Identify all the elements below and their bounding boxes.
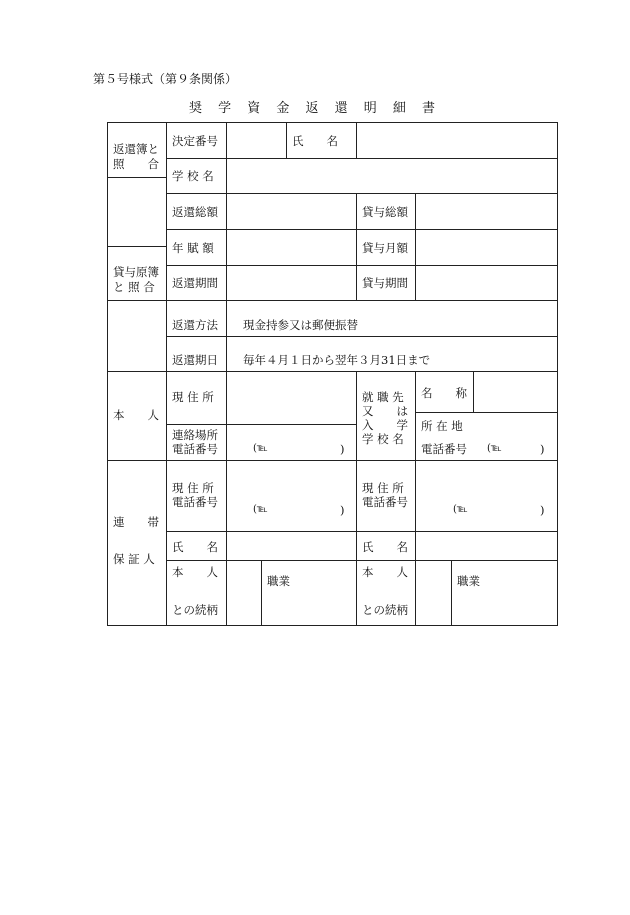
label-taiyo-genbo-2: と 照 合 <box>113 280 155 294</box>
label-kaeshi-shogo-1: 返還簿と <box>113 142 159 156</box>
form-number: 第５号様式（第９条関係） <box>93 72 238 86</box>
label-shushoku-4: 学 校 名 <box>362 432 404 446</box>
label-honnin-guarantor-1: 本 人 <box>172 565 218 579</box>
label-shimei-guarantor-2: 氏 名 <box>362 540 408 554</box>
label-genjusho: 現 住 所 <box>172 390 214 404</box>
label-honnin-guarantor-2: 本 人 <box>362 565 408 579</box>
taiyo-getsugaku-field[interactable] <box>416 230 557 265</box>
label-taiyo-genbo-1: 貸与原簿 <box>113 265 159 279</box>
label-shushoku-1: 就 職 先 <box>362 390 404 404</box>
label-gakko-mei: 学 校 名 <box>172 169 214 183</box>
label-taiyo-sogaku: 貸与総額 <box>362 205 408 219</box>
ketsutei-bango-field[interactable] <box>227 123 285 158</box>
label-zokugara-guarantor-1: との続柄 <box>172 603 218 617</box>
label-nen-fu-gaku: 年 賦 額 <box>172 241 214 255</box>
label-taiyo-getsugaku: 貸与月額 <box>362 241 408 255</box>
label-rentai-2: 保 証 人 <box>113 552 155 566</box>
gakko-mei-field[interactable] <box>227 159 557 193</box>
label-genjusho-guarantor-1: 現 住 所 <box>172 481 214 495</box>
tel-prefix-guarantor-1: (℡ <box>253 504 268 515</box>
document-title: 奨 学 資 金 返 還 明 細 書 <box>188 101 442 116</box>
label-honnin: 本 人 <box>113 408 159 422</box>
label-taiyo-kikan: 貸与期間 <box>362 276 408 290</box>
henkan-sogaku-field[interactable] <box>227 194 356 229</box>
tel-prefix-guarantor-2: (℡ <box>453 504 468 515</box>
henkan-kikan-field[interactable] <box>227 266 356 300</box>
label-zokugara-guarantor-2: との続柄 <box>362 603 408 617</box>
taiyo-kikan-field[interactable] <box>416 266 557 300</box>
shimei-guarantor-2-field[interactable] <box>416 532 557 560</box>
meisho-field[interactable] <box>474 372 557 412</box>
label-shokugyo-guarantor-1: 職業 <box>267 574 290 588</box>
tel-prefix-shushoku: (℡ <box>487 443 502 454</box>
label-meisho: 名 称 <box>421 386 467 400</box>
label-denwa-guarantor-2: 電話番号 <box>362 495 408 509</box>
label-shushoku-3: 入 学 <box>362 418 408 432</box>
shimei-guarantor-1-field[interactable] <box>227 532 356 560</box>
label-denwa-guarantor-1: 電話番号 <box>172 495 218 509</box>
label-shimei: 氏 名 <box>292 134 338 148</box>
label-genjusho-guarantor-2: 現 住 所 <box>362 481 404 495</box>
label-shushoku-2: 又 は <box>362 404 408 418</box>
label-ketsutei-bango: 決定番号 <box>172 134 218 148</box>
shimei-field[interactable] <box>357 123 557 158</box>
label-denwa-bango: 電話番号 <box>421 442 467 456</box>
value-henkan-hoho: 現金持参又は郵便振替 <box>243 318 358 332</box>
label-shimei-guarantor-1: 氏 名 <box>172 540 218 554</box>
label-rentai-1: 連 帯 <box>113 515 159 529</box>
label-henkan-sogaku: 返還総額 <box>172 205 218 219</box>
nen-fu-gaku-field[interactable] <box>227 230 356 265</box>
label-henkan-hoho: 返還方法 <box>172 318 218 332</box>
label-shozaichi: 所 在 地 <box>421 419 463 433</box>
label-henkan-kijitsu: 返還期日 <box>172 353 218 367</box>
label-henkan-kikan: 返還期間 <box>172 276 218 290</box>
label-shokugyo-guarantor-2: 職業 <box>457 574 480 588</box>
taiyo-sogaku-field[interactable] <box>416 194 557 229</box>
tel-close-honnin: ) <box>340 442 345 456</box>
repayment-form-table <box>107 122 558 626</box>
genjusho-field[interactable] <box>227 372 356 424</box>
tel-close-guarantor-1: ) <box>340 503 345 517</box>
tel-prefix-honnin: (℡ <box>253 443 268 454</box>
label-kaeshi-shogo-2: 照 合 <box>113 157 159 171</box>
label-renraku-1: 連絡場所 <box>172 428 218 442</box>
value-henkan-kijitsu: 毎年４月１日から翌年３月31日まで <box>243 353 431 367</box>
tel-close-guarantor-2: ) <box>540 503 545 517</box>
label-renraku-2: 電話番号 <box>172 442 218 456</box>
tel-close-shushoku: ) <box>540 442 545 456</box>
